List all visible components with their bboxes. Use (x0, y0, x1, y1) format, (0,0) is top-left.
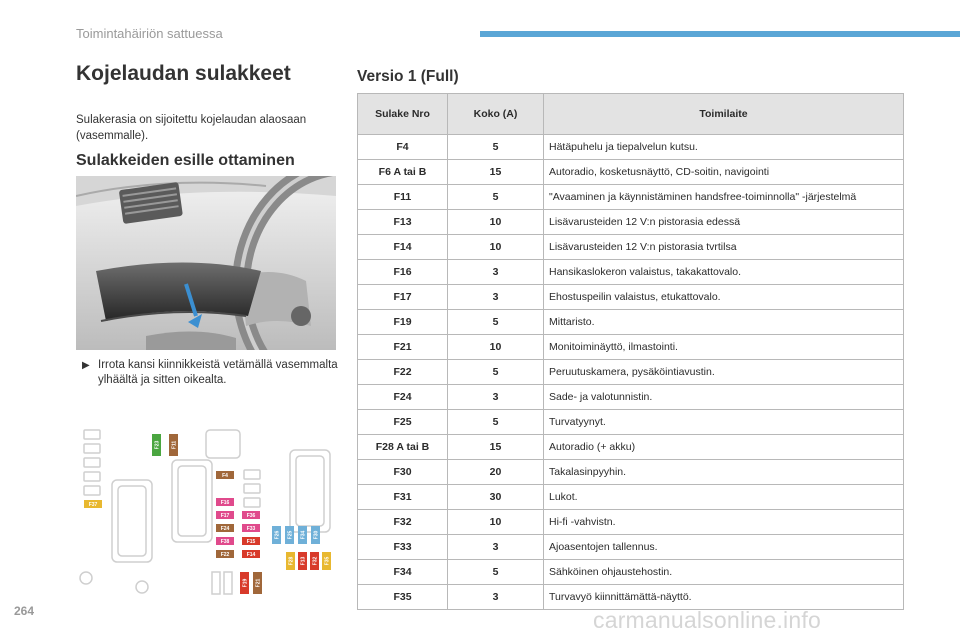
cell-fuse: F4 (358, 135, 448, 160)
table-header-row (358, 94, 904, 135)
cell-fuse: F28 A tai B (358, 435, 448, 460)
fuse-label: F17 (220, 513, 230, 519)
cell-size: 10 (448, 335, 544, 360)
fuse-label: F28 (288, 556, 295, 566)
cell-function: Monitoiminäyttö, ilmastointi. (544, 335, 904, 360)
table-row (358, 310, 904, 335)
cell-size: 5 (448, 310, 544, 335)
cell-fuse: F11 (358, 185, 448, 210)
fuse-label: F11 (171, 440, 178, 450)
watermark: carmanualsonline.info (593, 607, 821, 633)
intro-text: Sulakerasia on sijoitettu kojelaudan alaosaan (vasemmalle). (76, 114, 307, 142)
header-function: Toimilaite (544, 94, 904, 135)
cell-fuse: F21 (358, 335, 448, 360)
table-row (358, 535, 904, 560)
cell-function: Hansikaslokeron valaistus, takakattovalo. (544, 260, 904, 285)
fuse-label: F22 (220, 552, 230, 558)
cell-fuse: F30 (358, 460, 448, 485)
cell-size: 5 (448, 135, 544, 160)
table-row (358, 510, 904, 535)
cell-function: Turvatyynyt. (544, 410, 904, 435)
cell-size: 3 (448, 535, 544, 560)
cell-function: Autoradio, kosketusnäyttö, CD-soitin, navigointi (544, 160, 904, 185)
cell-function: Lukot. (544, 485, 904, 510)
table-row (358, 135, 904, 160)
instruction-text: Irrota kansi kiinnikkeistä vetämällä vasemmalta ylhäältä ja sitten oikealta. (98, 359, 338, 386)
page-title: Kojelaudan sulakkeet (76, 62, 291, 85)
cell-function: Sade- ja valotunnistin. (544, 385, 904, 410)
fuse-label: F21 (255, 578, 262, 588)
fuse-label: F24 (220, 526, 230, 532)
dashboard-photo (76, 176, 336, 350)
cell-fuse: F19 (358, 310, 448, 335)
cell-function: Turvavyö kiinnittämättä-näyttö. (544, 585, 904, 610)
cell-fuse: F31 (358, 485, 448, 510)
table-row (358, 260, 904, 285)
cell-size: 10 (448, 235, 544, 260)
fuse-table (357, 93, 904, 610)
cell-size: 3 (448, 385, 544, 410)
cell-function: Sähköinen ohjaustehostin. (544, 560, 904, 585)
table-row (358, 410, 904, 435)
section-subtitle: Sulakkeiden esille ottaminen (76, 152, 295, 169)
table-row (358, 210, 904, 235)
fuse-label: F14 (246, 552, 256, 558)
cell-function: Takalasinpyyhin. (544, 460, 904, 485)
fuse-label: F25 (287, 530, 294, 540)
header-size: Koko (A) (448, 94, 544, 135)
cell-fuse: F14 (358, 235, 448, 260)
cell-function: Autoradio (+ akku) (544, 435, 904, 460)
table-row (358, 435, 904, 460)
cell-function: Ajoasentojen tallennus. (544, 535, 904, 560)
fuse-label: F35 (324, 556, 331, 566)
fuse-label: F36 (246, 513, 256, 519)
cell-fuse: F6 A tai B (358, 160, 448, 185)
fuse-label: F4 (222, 473, 228, 479)
fuse-label: F23 (154, 440, 161, 450)
fusebox-diagram (76, 420, 336, 600)
cell-size: 3 (448, 260, 544, 285)
cell-size: 5 (448, 185, 544, 210)
cell-fuse: F33 (358, 535, 448, 560)
cell-fuse: F22 (358, 360, 448, 385)
instruction-bullet (76, 358, 338, 388)
page-number: 264 (14, 604, 35, 618)
table-row (358, 185, 904, 210)
cell-size: 10 (448, 510, 544, 535)
header-section-title: Toimintahäiriön sattuessa (76, 26, 223, 41)
header-fuse: Sulake Nro (358, 94, 448, 135)
cell-size: 3 (448, 285, 544, 310)
fuse-label: F32 (312, 556, 319, 566)
cell-fuse: F13 (358, 210, 448, 235)
cell-fuse: F32 (358, 510, 448, 535)
table-row (358, 585, 904, 610)
fuse-label: F26 (274, 530, 281, 540)
table-row (358, 460, 904, 485)
table-row (358, 560, 904, 585)
triangle-bullet-icon: ▶ (82, 360, 90, 371)
fuse-label: F13 (300, 556, 307, 566)
cell-function: Peruutuskamera, pysäköintiavustin. (544, 360, 904, 385)
cell-fuse: F35 (358, 585, 448, 610)
cell-size: 5 (448, 360, 544, 385)
cell-fuse: F24 (358, 385, 448, 410)
table-row (358, 485, 904, 510)
fuse-label: F19 (242, 578, 249, 588)
version-title: Versio 1 (Full) (357, 68, 459, 85)
cell-size: 20 (448, 460, 544, 485)
cell-function: Hätäpuhelu ja tiepalvelun kutsu. (544, 135, 904, 160)
cell-fuse: F34 (358, 560, 448, 585)
cell-size: 10 (448, 210, 544, 235)
cell-size: 5 (448, 410, 544, 435)
cell-function: Lisävarusteiden 12 V:n pistorasia tvrtilsa (544, 235, 904, 260)
cell-size: 3 (448, 585, 544, 610)
cell-size: 15 (448, 435, 544, 460)
cell-function: Lisävarusteiden 12 V:n pistorasia edessä (544, 210, 904, 235)
fuse-label: F37 (88, 502, 98, 508)
cell-size: 5 (448, 560, 544, 585)
table-row (358, 285, 904, 310)
cell-function: Mittaristo. (544, 310, 904, 335)
cell-function: "Avaaminen ja käynnistäminen handsfree-toiminnolla" -järjestelmä (544, 185, 904, 210)
cell-function: Ehostuspeilin valaistus, etukattovalo. (544, 285, 904, 310)
cell-fuse: F16 (358, 260, 448, 285)
cell-size: 30 (448, 485, 544, 510)
cell-function: Hi-fi -vahvistn. (544, 510, 904, 535)
table-row (358, 360, 904, 385)
table-row (358, 160, 904, 185)
cell-size: 15 (448, 160, 544, 185)
cell-fuse: F25 (358, 410, 448, 435)
table-row (358, 385, 904, 410)
fuse-label: F16 (220, 500, 230, 506)
cell-fuse: F17 (358, 285, 448, 310)
fuse-label: F33 (246, 526, 256, 532)
header-accent-bar (480, 31, 960, 37)
table-row (358, 335, 904, 360)
fuse-label: F34 (300, 530, 307, 540)
fuse-label: F30 (313, 530, 320, 540)
table-row (358, 235, 904, 260)
fuse-label: F15 (246, 539, 256, 545)
fuse-label: F38 (220, 539, 230, 545)
